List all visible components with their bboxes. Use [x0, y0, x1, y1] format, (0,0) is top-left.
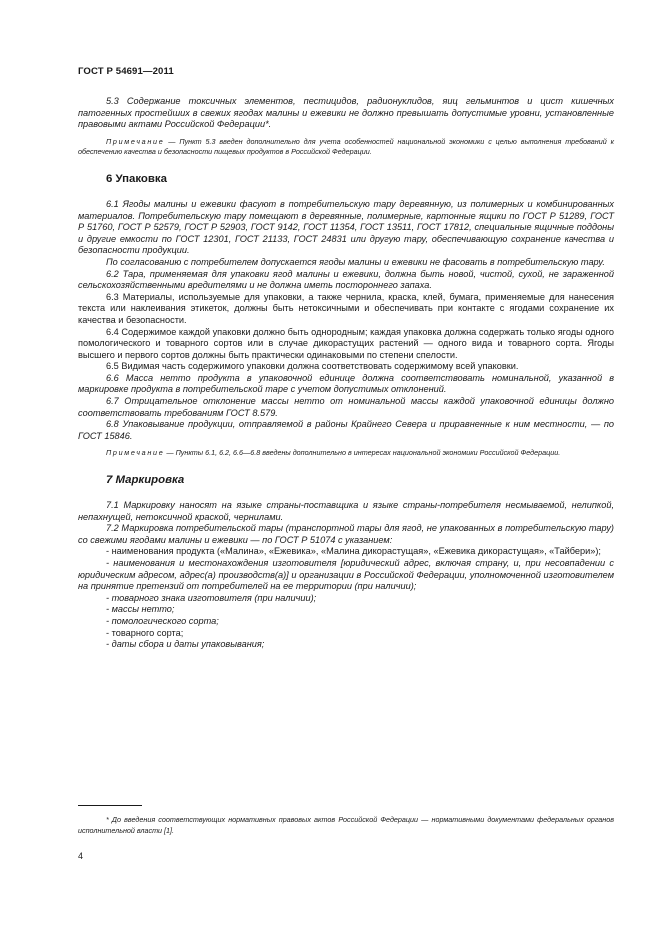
- note-6: [78, 448, 614, 459]
- list-item: - массы нетто;: [106, 604, 175, 615]
- clause-6-2: 6.2 Тара, применяемая для упаковки ягод малины и ежевики, должна быть новой, чистой, сухой, не зараженной сельскохозяйственными вредителями и не должна иметь постороннего запаха.: [78, 268, 614, 291]
- clause-6-4: 6.4 Содержимое каждой упаковки должно быть однородным; каждая упаковка должна содержать только ягоды одного помологического и товарного сортов или в случае дикорастущих растений — одного вида и товарного сорта. Ягоды высшего и первого сортов должны быть практически одинаковыми по степени спелости.: [78, 326, 614, 360]
- list-item: - наименования и местонахождения изготовителя [юридический адрес, включая страну, и, при несовпадении с юридическим адресом, адрес(а) производств(а)] и организации в Российской Федерации, уполномоченной изготовителем на принятие претензий от потребителей на ее территории (при наличии);: [78, 558, 614, 592]
- note-label: Примечание: [106, 448, 165, 458]
- section-7-title: 7 Маркировка: [106, 474, 185, 487]
- section-6-title: 6 Упаковка: [106, 172, 167, 185]
- note-text: — Пункт 5.3 введен дополнительно для учета особенностей национальной экономики с целью выполнения требований к обеспечению качества и безопасности пищевых продуктов в Российской Федерации.: [78, 136, 614, 157]
- list-item: - помологического сорта;: [106, 615, 219, 626]
- footnote-divider: [78, 805, 142, 806]
- clause-6-7: 6.7 Отрицательное отклонение массы нетто от номинальной массы каждой упаковочной единицы должно соответствовать требованиям ГОСТ 8.579.: [78, 396, 614, 418]
- clause-6-3: 6.3 Материалы, используемые для упаковки, а также чернила, краска, клей, бумага, применяемые для нанесения текста или наклеивания этикеток, должны быть нетоксичными и обеспечивать при контакте с ягодами сохранение их качества и безопасности.: [78, 291, 614, 325]
- clause-6-1: 6.1 Ягоды малины и ежевики фасуют в потребительскую тару деревянную, из полимерных и комбинированных материалов. Потребительскую тару помещают в деревянные, полимерные, картонные ящики по ГОСТ Р 51289, ГОСТ Р 51760, ГОСТ Р 52579, ГОСТ Р 52903, ГОСТ 9142, ГОСТ 11354, ГОСТ 13511, ГОСТ 17812, специальные ящичные поддоны и другие емкости по ГОСТ 12301, ГОСТ 21133, ГОСТ 24831 или другую тару, обеспечивающую сохранение качества и безопасности продукции.: [78, 198, 614, 256]
- note-label: Примечание: [106, 136, 165, 146]
- clause-5-3: 5.3 Содержание токсичных элементов, пестицидов, радионуклидов, яиц гельминтов и цист кишечных патогенных простейших в свежих ягодах малины и ежевики не должно превышать допустимые уровни, установленные правовыми актами Российской Федерации*.: [78, 96, 614, 130]
- page-number: 4: [78, 851, 84, 861]
- page-content: [78, 96, 614, 651]
- note-text: — Пункты 6.1, 6.2, 6.6—6.8 введены дополнительно в интересах национальной экономики Российской Федерации.: [166, 448, 561, 458]
- list-item: - наименования продукта («Малина», «Ежевика», «Малина дикорастущая», «Ежевика дикорастущая», «Тайбери»);: [106, 546, 601, 557]
- footnote: * До введения соответствующих нормативных правовых актов Российской Федерации — нормативными документами федеральных органов исполнительной власти [1].: [78, 815, 614, 835]
- clause-6-1-b: По согласованию с потребителем допускается ягоды малины и ежевики не фасовать в потребительскую тару.: [106, 256, 605, 267]
- clause-6-8: 6.8 Упаковывание продукции, отправляемой в районы Крайнего Севера и приравненные к ним местности, — по ГОСТ 15846.: [78, 419, 614, 441]
- clause-7-1: 7.1 Маркировку наносят на языке страны-поставщика и языке страны-потребителя несмываемой, нелипкой, непахнущей, нетоксичной краской, чернилами.: [78, 500, 614, 522]
- note-5-3: [78, 137, 614, 158]
- list-item: - товарного сорта;: [106, 627, 184, 638]
- marking-list: [78, 546, 614, 650]
- document-header: ГОСТ Р 54691—2011: [78, 66, 174, 77]
- clause-6-5: 6.5 Видимая часть содержимого упаковки должна соответствовать содержимому всей упаковки.: [106, 361, 519, 372]
- clause-7-2: 7.2 Маркировка потребительской тары (транспортной тары для ягод, не упакованных в потребительскую тару) со свежими ягодами малины и ежевики — по ГОСТ Р 51074 с указанием:: [78, 523, 614, 545]
- list-item: - даты сбора и даты упаковывания;: [106, 639, 265, 650]
- clause-6-6: 6.6 Масса нетто продукта в упаковочной единице должна соответствовать номинальной, указанной в маркировке продукта в потребительской таре с учетом допустимых отклонений.: [78, 372, 614, 395]
- list-item: - товарного знака изготовителя (при наличии);: [106, 592, 317, 603]
